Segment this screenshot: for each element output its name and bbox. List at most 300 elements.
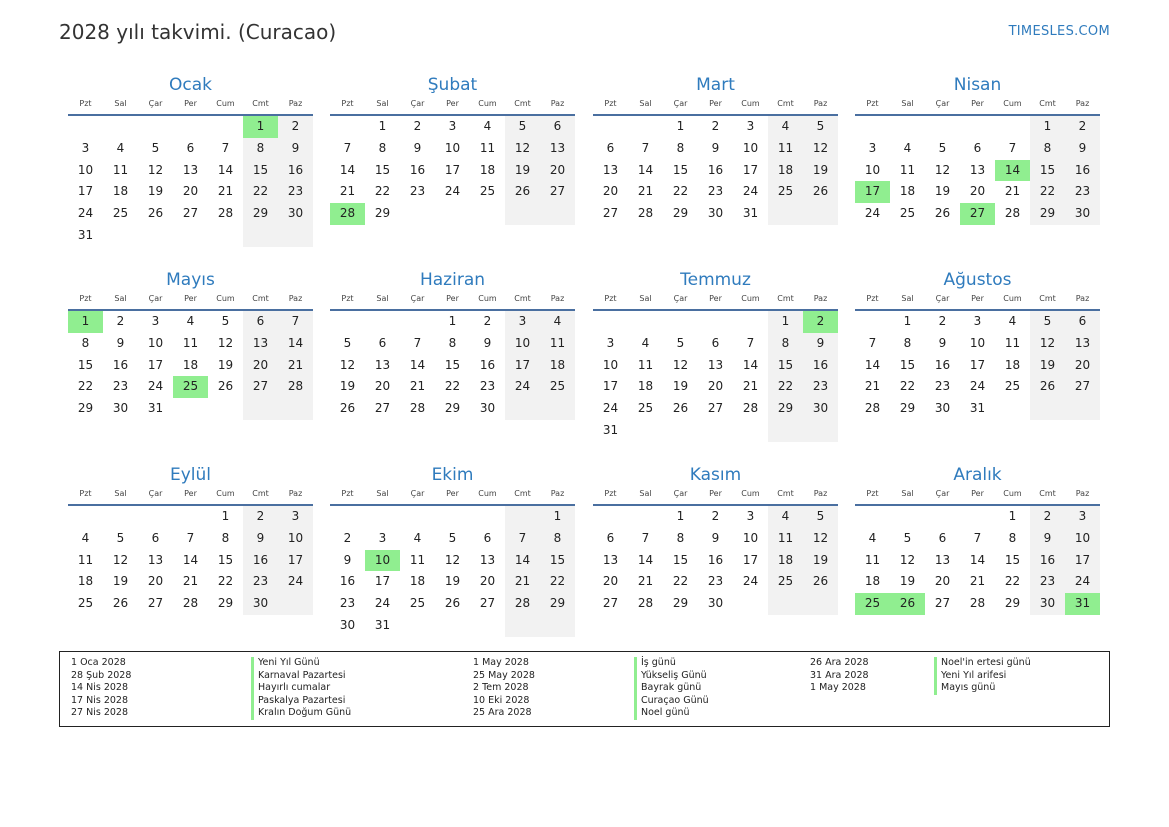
day-cell: 1	[1030, 116, 1065, 138]
holiday-date: 14 Nis 2028	[71, 682, 128, 693]
day-cell: 8	[903, 335, 912, 350]
day-cell: 4	[81, 530, 90, 545]
holiday-name: Paskalya Pazartesi	[258, 694, 346, 706]
day-cell: 10	[864, 162, 881, 177]
day-cell: 18	[479, 162, 496, 177]
day-cell: 17	[1065, 550, 1100, 572]
day-cell: 23	[278, 181, 313, 203]
weekday-label: Pzt	[604, 294, 617, 303]
day-cell: 12	[112, 552, 129, 567]
empty-day-cell	[733, 311, 768, 333]
weekday-label: Cmt	[514, 99, 531, 108]
weekday-label: Per	[971, 294, 984, 303]
day-cell: 18	[637, 379, 654, 394]
day-cell: 28	[182, 596, 199, 611]
day-cell: 1	[378, 119, 387, 133]
day-cell: 12	[803, 528, 838, 550]
day-cell: 27	[374, 401, 391, 416]
day-cell: 17	[278, 550, 313, 572]
day-grid	[330, 506, 575, 637]
day-cell: 16	[278, 160, 313, 182]
day-cell: 4	[413, 530, 422, 545]
empty-day-cell	[628, 311, 663, 333]
day-cell: 5	[903, 530, 912, 545]
day-cell: 30	[1065, 203, 1100, 225]
day-cell: 10	[278, 528, 313, 550]
holiday-day-cell: 27	[960, 203, 995, 225]
day-cell: 6	[606, 530, 615, 545]
day-cell: 24	[1065, 571, 1100, 593]
day-cell: 9	[711, 140, 720, 155]
day-cell: 21	[182, 574, 199, 589]
day-cell: 26	[803, 181, 838, 203]
day-cell: 4	[483, 119, 492, 133]
day-cell: 13	[479, 552, 496, 567]
day-cell: 12	[147, 162, 164, 177]
day-cell: 11	[899, 162, 916, 177]
weekday-label: Per	[709, 99, 722, 108]
day-cell: 11	[864, 552, 881, 567]
holiday-name: İş günü	[641, 657, 676, 668]
day-cell: 5	[221, 314, 230, 328]
day-cell: 2	[1030, 506, 1065, 528]
day-grid	[855, 116, 1100, 225]
month-name: Mayıs	[166, 270, 215, 290]
empty-day-cell	[400, 615, 435, 637]
weekday-label: Cum	[1003, 294, 1022, 303]
holiday-date: 25 Ara 2028	[473, 707, 532, 718]
day-cell: 31	[77, 227, 94, 242]
day-cell: 18	[864, 574, 881, 589]
empty-day-cell	[540, 615, 575, 637]
day-cell: 29	[899, 401, 916, 416]
day-cell: 6	[1065, 311, 1100, 333]
day-cell: 6	[243, 311, 278, 333]
day-cell: 13	[602, 162, 619, 177]
month-block	[855, 74, 1100, 225]
day-cell: 26	[339, 401, 356, 416]
day-cell: 19	[803, 160, 838, 182]
day-cell: 13	[602, 552, 619, 567]
day-cell: 7	[868, 335, 877, 350]
day-cell: 14	[969, 552, 986, 567]
day-cell: 25	[637, 401, 654, 416]
day-cell: 6	[186, 140, 195, 155]
day-cell: 22	[217, 574, 234, 589]
holiday-dates-col-2	[473, 657, 535, 720]
weekday-label: Çar	[148, 489, 163, 498]
weekday-label: Cum	[741, 294, 760, 303]
empty-day-cell	[663, 311, 698, 333]
day-cell: 16	[339, 574, 356, 589]
weekday-label: Pzt	[866, 294, 879, 303]
day-cell: 7	[221, 140, 230, 155]
day-cell: 30	[707, 596, 724, 611]
weekday-label: Cum	[1003, 99, 1022, 108]
day-cell: 20	[602, 574, 619, 589]
day-cell: 11	[768, 138, 803, 160]
weekday-label: Paz	[288, 294, 303, 303]
holiday-day-cell: 31	[1065, 593, 1100, 615]
day-cell: 24	[742, 574, 759, 589]
day-cell: 17	[742, 162, 759, 177]
month-block	[68, 269, 313, 420]
day-cell: 19	[339, 379, 356, 394]
empty-day-cell	[803, 203, 838, 225]
empty-day-cell	[505, 398, 540, 420]
empty-day-cell	[855, 116, 890, 138]
day-cell: 18	[899, 184, 916, 199]
day-cell: 25	[112, 206, 129, 221]
day-cell: 14	[637, 552, 654, 567]
weekday-label: Paz	[1075, 99, 1090, 108]
day-cell: 3	[505, 311, 540, 333]
day-cell: 1	[1008, 509, 1017, 523]
empty-day-cell	[138, 225, 173, 247]
weekday-label: Cum	[478, 489, 497, 498]
day-cell: 10	[77, 162, 94, 177]
empty-day-cell	[628, 116, 663, 138]
empty-day-cell	[890, 506, 925, 528]
weekday-header	[68, 97, 313, 116]
month-name: Nisan	[953, 75, 1002, 95]
empty-day-cell	[278, 593, 313, 615]
day-cell: 25	[77, 596, 94, 611]
empty-day-cell	[1065, 398, 1100, 420]
weekday-label: Paz	[813, 294, 828, 303]
day-cell: 22	[77, 379, 94, 394]
holiday-name: Yeni Yıl Günü	[258, 657, 320, 668]
day-cell: 8	[1030, 138, 1065, 160]
weekday-label: Çar	[148, 99, 163, 108]
day-cell: 27	[602, 206, 619, 221]
day-cell: 20	[934, 574, 951, 589]
weekday-label: Cum	[741, 489, 760, 498]
day-cell: 5	[803, 506, 838, 528]
day-cell: 7	[746, 335, 755, 350]
empty-day-cell	[138, 506, 173, 528]
empty-day-cell	[733, 593, 768, 615]
day-grid	[68, 116, 313, 247]
day-cell: 1	[448, 314, 457, 328]
day-cell: 28	[217, 206, 234, 221]
day-cell: 17	[147, 357, 164, 372]
day-cell: 8	[540, 528, 575, 550]
day-cell: 5	[448, 530, 457, 545]
month-block	[593, 269, 838, 442]
day-cell: 4	[540, 311, 575, 333]
empty-day-cell	[400, 311, 435, 333]
day-cell: 21	[409, 379, 426, 394]
weekday-label: Çar	[410, 294, 425, 303]
day-cell: 22	[540, 571, 575, 593]
day-cell: 18	[768, 160, 803, 182]
weekday-header	[593, 292, 838, 311]
empty-day-cell	[505, 615, 540, 637]
day-grid	[330, 116, 575, 225]
day-cell: 1	[540, 506, 575, 528]
day-cell: 17	[77, 184, 94, 199]
day-cell: 7	[641, 140, 650, 155]
day-cell: 27	[707, 401, 724, 416]
day-cell: 12	[339, 357, 356, 372]
day-cell: 29	[1004, 596, 1021, 611]
weekday-label: Cum	[741, 99, 760, 108]
empty-day-cell	[540, 398, 575, 420]
day-cell: 21	[339, 184, 356, 199]
weekday-label: Pzt	[79, 99, 92, 108]
day-cell: 23	[1030, 571, 1065, 593]
weekday-label: Çar	[935, 99, 950, 108]
day-cell: 27	[147, 596, 164, 611]
day-cell: 11	[768, 528, 803, 550]
empty-day-cell	[435, 615, 470, 637]
day-cell: 22	[899, 379, 916, 394]
day-cell: 11	[77, 552, 94, 567]
day-cell: 30	[707, 206, 724, 221]
day-cell: 29	[444, 401, 461, 416]
weekday-header	[593, 97, 838, 116]
day-cell: 31	[374, 617, 391, 632]
day-cell: 25	[768, 181, 803, 203]
day-cell: 26	[803, 571, 838, 593]
day-cell: 5	[505, 116, 540, 138]
month-name: Ağustos	[943, 270, 1012, 290]
holiday-name: Karnaval Pazartesi	[258, 669, 346, 681]
page-title: 2028 yılı takvimi. (Curacao)	[59, 20, 337, 44]
day-cell: 27	[479, 596, 496, 611]
month-block	[593, 464, 838, 615]
day-cell: 7	[343, 140, 352, 155]
day-cell: 14	[864, 357, 881, 372]
day-cell: 5	[938, 140, 947, 155]
day-cell: 7	[1008, 140, 1017, 155]
holiday-date: 1 Oca 2028	[71, 657, 126, 668]
holiday-date: 28 Şub 2028	[71, 669, 132, 681]
day-cell: 19	[1030, 355, 1065, 377]
day-cell: 28	[637, 206, 654, 221]
month-name: Ocak	[169, 75, 212, 95]
day-cell: 26	[217, 379, 234, 394]
holiday-day-cell: 17	[855, 181, 890, 203]
empty-day-cell	[855, 506, 890, 528]
day-cell: 1	[903, 314, 912, 328]
empty-day-cell	[470, 203, 505, 225]
day-cell: 20	[540, 160, 575, 182]
day-cell: 9	[413, 140, 422, 155]
day-cell: 6	[540, 116, 575, 138]
day-cell: 23	[803, 376, 838, 398]
day-cell: 5	[803, 116, 838, 138]
day-cell: 30	[339, 617, 356, 632]
holiday-day-cell: 10	[365, 550, 400, 572]
weekday-header	[855, 292, 1100, 311]
day-cell: 12	[803, 138, 838, 160]
day-cell: 10	[147, 335, 164, 350]
day-cell: 9	[938, 335, 947, 350]
day-cell: 9	[483, 335, 492, 350]
day-cell: 29	[374, 206, 391, 221]
day-cell: 25	[409, 596, 426, 611]
weekday-label: Cmt	[1039, 99, 1056, 108]
holiday-date: 1 May 2028	[473, 657, 529, 668]
empty-day-cell	[768, 203, 803, 225]
day-cell: 3	[746, 509, 755, 523]
weekday-header	[68, 292, 313, 311]
day-cell: 26	[147, 206, 164, 221]
day-cell: 22	[444, 379, 461, 394]
day-cell: 28	[864, 401, 881, 416]
empty-day-cell	[173, 398, 208, 420]
day-cell: 20	[182, 184, 199, 199]
site-link[interactable]: TIMESLES.COM	[1008, 24, 1110, 39]
day-cell: 4	[768, 116, 803, 138]
day-cell: 5	[676, 335, 685, 350]
day-cell: 12	[217, 335, 234, 350]
day-cell: 2	[711, 119, 720, 133]
day-cell: 21	[969, 574, 986, 589]
day-cell: 17	[374, 574, 391, 589]
day-cell: 4	[116, 140, 125, 155]
weekday-label: Pzt	[604, 489, 617, 498]
day-cell: 19	[672, 379, 689, 394]
day-cell: 15	[444, 357, 461, 372]
empty-day-cell	[768, 593, 803, 615]
day-cell: 25	[1004, 379, 1021, 394]
weekday-label: Per	[709, 489, 722, 498]
holiday-date: 26 Ara 2028	[810, 657, 869, 668]
day-cell: 15	[77, 357, 94, 372]
day-cell: 22	[672, 574, 689, 589]
month-name: Ekim	[431, 465, 474, 485]
day-cell: 6	[151, 530, 160, 545]
day-cell: 19	[505, 160, 540, 182]
holiday-dates-col-3	[810, 657, 869, 695]
weekday-label: Sal	[114, 294, 127, 303]
empty-day-cell	[593, 311, 628, 333]
weekday-label: Cum	[478, 99, 497, 108]
day-cell: 22	[374, 184, 391, 199]
day-cell: 10	[742, 140, 759, 155]
weekday-label: Per	[446, 99, 459, 108]
day-cell: 24	[77, 206, 94, 221]
empty-day-cell	[208, 116, 243, 138]
day-cell: 27	[602, 596, 619, 611]
day-cell: 10	[505, 333, 540, 355]
day-cell: 8	[448, 335, 457, 350]
empty-day-cell	[208, 398, 243, 420]
day-cell: 24	[278, 571, 313, 593]
weekday-label: Cum	[216, 294, 235, 303]
weekday-header	[330, 487, 575, 506]
day-cell: 3	[973, 314, 982, 328]
holiday-date: 31 Ara 2028	[810, 669, 869, 681]
day-cell: 26	[934, 206, 951, 221]
holiday-name: Hayırlı cumalar	[258, 682, 331, 693]
day-cell: 24	[505, 376, 540, 398]
holiday-day-cell: 25	[855, 593, 890, 615]
day-cell: 2	[116, 314, 125, 328]
empty-day-cell	[365, 311, 400, 333]
day-cell: 15	[374, 162, 391, 177]
day-cell: 26	[1030, 376, 1065, 398]
day-cell: 27	[540, 181, 575, 203]
holiday-dates-col-1	[71, 657, 131, 720]
day-cell: 6	[711, 335, 720, 350]
empty-day-cell	[470, 615, 505, 637]
day-cell: 7	[641, 530, 650, 545]
holiday-date: 10 Eki 2028	[473, 694, 530, 706]
weekday-label: Sal	[639, 489, 652, 498]
empty-day-cell	[68, 506, 103, 528]
day-cell: 18	[768, 550, 803, 572]
day-cell: 21	[505, 571, 540, 593]
weekday-label: Paz	[813, 99, 828, 108]
day-cell: 13	[540, 138, 575, 160]
weekday-label: Paz	[550, 489, 565, 498]
day-cell: 20	[969, 184, 986, 199]
holiday-list	[59, 651, 1110, 727]
empty-day-cell	[593, 116, 628, 138]
day-cell: 26	[444, 596, 461, 611]
weekday-label: Çar	[935, 294, 950, 303]
day-cell: 19	[934, 184, 951, 199]
day-grid	[593, 311, 838, 442]
day-cell: 3	[81, 140, 90, 155]
day-cell: 18	[409, 574, 426, 589]
day-cell: 15	[672, 552, 689, 567]
weekday-label: Pzt	[79, 294, 92, 303]
month-block	[330, 269, 575, 420]
day-cell: 15	[217, 552, 234, 567]
month-name: Temmuz	[680, 270, 751, 290]
month-name: Aralık	[953, 465, 1002, 485]
empty-day-cell	[173, 506, 208, 528]
day-cell: 20	[147, 574, 164, 589]
day-cell: 16	[803, 355, 838, 377]
day-cell: 30	[112, 401, 129, 416]
day-cell: 23	[112, 379, 129, 394]
day-cell: 29	[217, 596, 234, 611]
empty-day-cell	[173, 116, 208, 138]
day-cell: 20	[243, 355, 278, 377]
day-cell: 11	[479, 140, 496, 155]
weekday-label: Çar	[673, 294, 688, 303]
weekday-label: Cmt	[514, 489, 531, 498]
weekday-header	[593, 487, 838, 506]
weekday-label: Paz	[288, 99, 303, 108]
weekday-label: Pzt	[866, 99, 879, 108]
day-cell: 21	[864, 379, 881, 394]
weekday-label: Çar	[673, 99, 688, 108]
day-cell: 7	[973, 530, 982, 545]
day-cell: 2	[243, 506, 278, 528]
day-cell: 8	[676, 530, 685, 545]
day-cell: 3	[151, 314, 160, 328]
day-cell: 12	[444, 552, 461, 567]
day-cell: 23	[707, 574, 724, 589]
day-cell: 21	[742, 379, 759, 394]
day-cell: 10	[1065, 528, 1100, 550]
day-cell: 16	[707, 552, 724, 567]
day-cell: 13	[707, 357, 724, 372]
day-cell: 9	[116, 335, 125, 350]
day-cell: 16	[707, 162, 724, 177]
empty-day-cell	[505, 506, 540, 528]
day-cell: 3	[448, 119, 457, 133]
day-cell: 30	[278, 203, 313, 225]
day-cell: 7	[413, 335, 422, 350]
